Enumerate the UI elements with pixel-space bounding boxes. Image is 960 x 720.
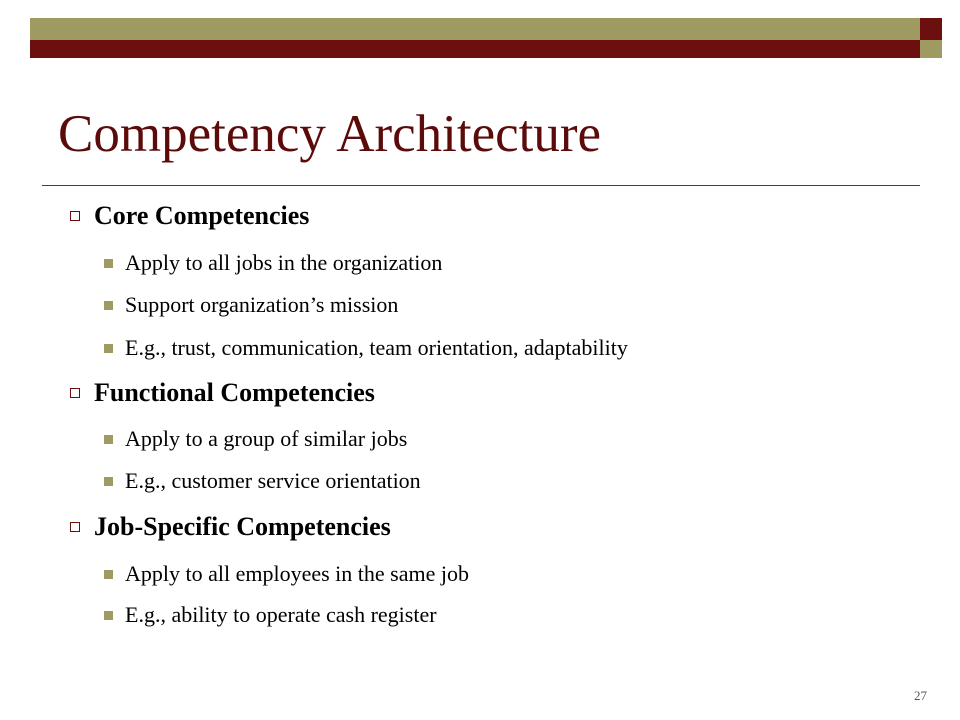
list-item [104, 601, 437, 629]
filled-square-bullet-icon [104, 570, 113, 579]
title-divider [42, 185, 920, 186]
list-item [104, 560, 469, 588]
section-heading-core [70, 199, 309, 233]
filled-square-bullet-icon [104, 301, 113, 310]
section-heading-text: Functional Competencies [94, 378, 375, 407]
filled-square-bullet-icon [104, 611, 113, 620]
section-heading-job-specific [70, 510, 391, 544]
header-square-olive [920, 40, 942, 58]
list-item-text: Apply to all jobs in the organization [125, 250, 443, 275]
square-bullet-icon [70, 388, 80, 398]
filled-square-bullet-icon [104, 259, 113, 268]
list-item-text: Support organization’s mission [125, 292, 399, 317]
square-bullet-icon [70, 522, 80, 532]
header-bar-maroon [30, 40, 920, 58]
list-item [104, 334, 628, 362]
header-square-maroon [920, 18, 942, 40]
filled-square-bullet-icon [104, 344, 113, 353]
section-heading-text: Core Competencies [94, 201, 310, 230]
square-bullet-icon [70, 211, 80, 221]
section-heading-text: Job-Specific Competencies [94, 512, 391, 541]
list-item-text: Apply to a group of similar jobs [125, 426, 408, 451]
list-item-text: Apply to all employees in the same job [125, 561, 469, 586]
list-item [104, 425, 407, 453]
list-item [104, 467, 421, 495]
list-item [104, 291, 398, 319]
section-heading-functional [70, 376, 375, 410]
page-number: 27 [914, 688, 927, 703]
list-item-text: E.g., trust, communication, team orientation, adaptability [125, 335, 628, 360]
list-item-text: E.g., customer service orientation [125, 468, 421, 493]
filled-square-bullet-icon [104, 435, 113, 444]
list-item-text: E.g., ability to operate cash register [125, 602, 437, 627]
list-item [104, 249, 442, 277]
header-bar-olive [30, 18, 920, 40]
slide-title: Competency Architecture [58, 105, 602, 163]
filled-square-bullet-icon [104, 477, 113, 486]
